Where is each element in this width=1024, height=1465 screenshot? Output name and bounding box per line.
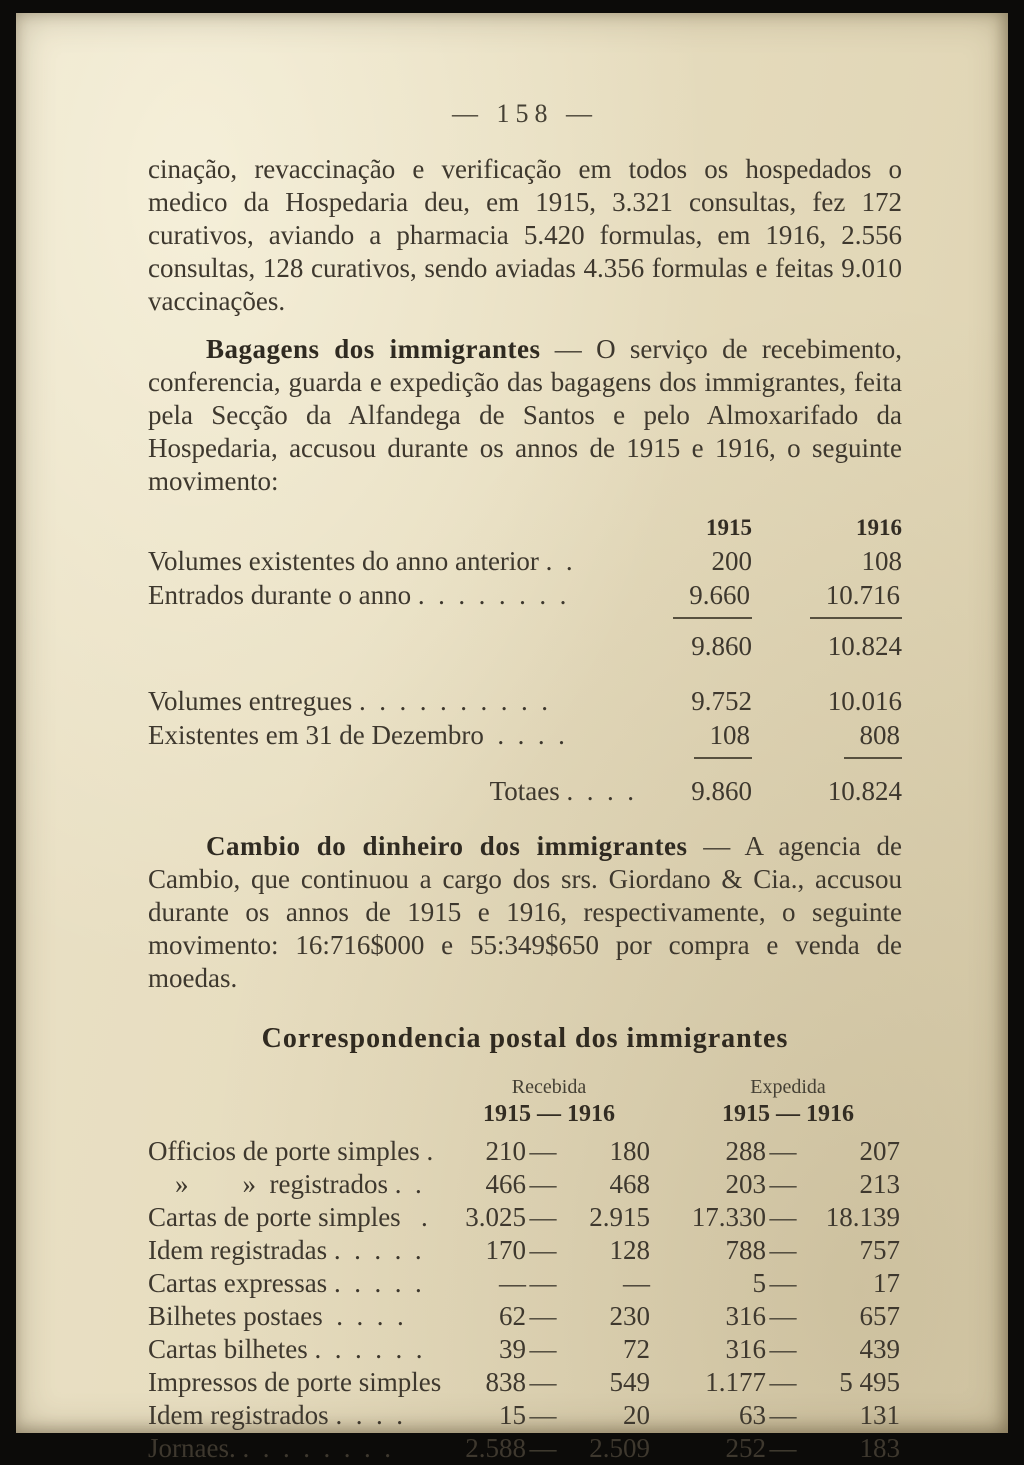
- dash-separator: —: [529, 1433, 557, 1463]
- row-label: Totaes . . . .: [489, 776, 634, 806]
- row-label: Impressos de porte simples: [148, 1367, 442, 1397]
- row-label: Idem registradas . . . . .: [148, 1235, 422, 1265]
- expedited-1915: 17.330: [691, 1202, 766, 1232]
- expedited-1916: 213: [859, 1169, 900, 1199]
- value-1916: 108: [861, 546, 902, 576]
- received-1916: 2.915: [589, 1202, 650, 1232]
- expedited-1916: 18.139: [825, 1202, 900, 1232]
- page-number: — 158 —: [452, 99, 598, 128]
- table-row: [148, 544, 902, 578]
- value-1915: 9.752: [691, 686, 752, 716]
- table-row: [148, 718, 902, 759]
- dash-separator: —: [529, 1169, 557, 1199]
- row-label: Volumes existentes do anno anterior . .: [148, 546, 573, 576]
- expedited-1916: 757: [859, 1235, 900, 1265]
- expedited-header: Expedida: [750, 1076, 826, 1098]
- baggage-table: [148, 514, 902, 808]
- table-row-subtotal: [148, 629, 902, 663]
- received-1915: 62: [499, 1301, 526, 1331]
- dash-separator: —: [769, 1334, 797, 1364]
- expedited-1916: 131: [859, 1400, 900, 1430]
- bagagens-section-body: — O serviço de recebimento, conferencia, guarda e expedição das bagagens dos immigrantes, feita pela Secção da Alfandega de Santos e pelo Almoxarifado da Hospedaria, accusou durante os annos de 1915 e 1916, o seguinte movimento:: [148, 334, 902, 496]
- row-label: Bilhetes postaes . . . .: [148, 1301, 404, 1331]
- dash-separator: —: [769, 1169, 797, 1199]
- dash-separator: —: [529, 1367, 557, 1397]
- value-1916: 10.716: [752, 578, 902, 619]
- received-1915: 15: [499, 1400, 526, 1430]
- received-1916: 2.509: [589, 1433, 650, 1463]
- received-1916: 128: [609, 1235, 650, 1265]
- row-label: Officios de porte simples .: [148, 1136, 434, 1166]
- row-label: Jornaes. . . . . . . . .: [148, 1433, 391, 1463]
- received-1916: 468: [609, 1169, 650, 1199]
- value-1916: 808: [752, 718, 902, 759]
- intro-paragraph: cinação, revaccinação e verificação em todos os hospedados o medico da Hospedaria deu, em 1915, 3.321 consultas, fez 172 curativos, aviando a pharmacia 5.420 formulas, em 1916, 2.556 consultas, 128 curativos, sendo aviadas 4.356 formulas e feitas 9.010 vaccinações.: [148, 154, 902, 316]
- expedited-1915: 288: [725, 1136, 766, 1166]
- correspondence-heading: Correspondencia postal dos immigrantes: [261, 1023, 789, 1054]
- row-label: » » registrados . .: [148, 1169, 422, 1199]
- table-row: [148, 1333, 902, 1366]
- expedited-1916: 183: [859, 1433, 900, 1463]
- dash-separator: —: [529, 1202, 557, 1232]
- correspondence-group-header: [148, 1075, 902, 1099]
- table-row: [148, 1267, 902, 1300]
- table-row: [148, 1234, 902, 1267]
- baggage-table-header: [148, 514, 902, 542]
- value-1915: 9.660: [640, 578, 752, 619]
- dash-separator: —: [769, 1400, 797, 1430]
- baggage-col-1916: 1916: [856, 515, 902, 540]
- value-1916: 10.016: [827, 686, 902, 716]
- received-1916: —: [623, 1268, 650, 1298]
- dash-separator: —: [529, 1334, 557, 1364]
- value-1916: 10.824: [827, 776, 902, 806]
- value-1915: 200: [711, 546, 752, 576]
- received-1915: 210: [485, 1136, 526, 1166]
- received-1915: 466: [485, 1169, 526, 1199]
- expedited-1915: 203: [725, 1169, 766, 1199]
- received-1916: 20: [623, 1400, 650, 1430]
- dash-separator: —: [769, 1202, 797, 1232]
- expedited-1915: 1.177: [705, 1367, 766, 1397]
- table-row: [148, 1201, 902, 1234]
- dash-separator: —: [529, 1268, 557, 1298]
- received-1916: 72: [623, 1334, 650, 1364]
- row-label: Cartas bilhetes . . . . . .: [148, 1334, 423, 1364]
- bagagens-paragraph: [148, 333, 902, 498]
- received-1915: 3.025: [465, 1202, 526, 1232]
- dash-separator: —: [529, 1301, 557, 1331]
- expedited-1916: 207: [859, 1136, 900, 1166]
- received-1915: 170: [485, 1235, 526, 1265]
- table-row: [148, 1300, 902, 1333]
- value-1916: 10.824: [827, 631, 902, 661]
- table-row: [148, 1366, 902, 1399]
- received-1915: 39: [499, 1334, 526, 1364]
- value-1915: 9.860: [691, 776, 752, 806]
- cambio-section-title: Cambio do dinheiro dos immigrantes: [206, 831, 688, 861]
- expedited-1915: 316: [725, 1334, 766, 1364]
- received-1915: 838: [485, 1367, 526, 1397]
- received-years: 1915 — 1916: [483, 1101, 615, 1127]
- dash-separator: —: [769, 1235, 797, 1265]
- expedited-1916: 5 495: [839, 1367, 900, 1397]
- expedited-1915: 788: [725, 1235, 766, 1265]
- table-row: [148, 684, 902, 718]
- table-row: [148, 578, 902, 619]
- value-1915: 9.860: [691, 631, 752, 661]
- received-1916: 549: [609, 1367, 650, 1397]
- value-1915: 108: [640, 718, 752, 759]
- table-row: [148, 1135, 902, 1168]
- dash-separator: —: [769, 1433, 797, 1463]
- received-header: Recebida: [511, 1076, 587, 1098]
- expedited-1915: 5: [752, 1268, 766, 1298]
- row-label: Entrados durante o anno . . . . . . . .: [148, 580, 567, 610]
- row-label: Cartas de porte simples .: [148, 1202, 428, 1232]
- row-label: Idem registrados . . . .: [148, 1400, 403, 1430]
- dash-separator: —: [769, 1301, 797, 1331]
- cambio-paragraph: [148, 830, 902, 995]
- dash-separator: —: [769, 1136, 797, 1166]
- expedited-1915: 252: [725, 1433, 766, 1463]
- dash-separator: —: [529, 1400, 557, 1430]
- received-1915: 2.588: [465, 1433, 526, 1463]
- baggage-col-1915: 1915: [706, 515, 752, 540]
- table-row: [148, 1432, 902, 1465]
- table-row-totals: [148, 774, 902, 808]
- correspondence-table: [148, 1075, 902, 1465]
- dash-separator: —: [769, 1367, 797, 1397]
- expedited-1916: 657: [859, 1301, 900, 1331]
- expedited-1916: 17: [873, 1268, 900, 1298]
- bagagens-section-title: Bagagens dos immigrantes: [206, 334, 541, 364]
- row-label: Volumes entregues . . . . . . . . . .: [148, 686, 548, 716]
- received-1915: —: [499, 1268, 526, 1298]
- dash-separator: —: [529, 1136, 557, 1166]
- expedited-1916: 439: [859, 1334, 900, 1364]
- received-1916: 180: [609, 1136, 650, 1166]
- table-row: [148, 1168, 902, 1201]
- expedited-1915: 63: [739, 1400, 766, 1430]
- row-label: Cartas expressas . . . . .: [148, 1268, 422, 1298]
- expedited-1915: 316: [725, 1301, 766, 1331]
- dash-separator: —: [529, 1235, 557, 1265]
- received-1916: 230: [609, 1301, 650, 1331]
- cambio-section-body: — A agencia de Cambio, que continuou a cargo dos srs. Giordano & Cia., accusou durante os annos de 1915 e 1916, respectivamente, o seguinte movimento: 16:716$000 e 55:349$650 por compra e venda de moedas.: [148, 831, 902, 993]
- row-label: Existentes em 31 de Dezembro . . . .: [148, 720, 565, 750]
- correspondence-years-header: [148, 1099, 902, 1129]
- expedited-years: 1915 — 1916: [722, 1101, 854, 1127]
- table-row: [148, 1399, 902, 1432]
- scanned-document-page: [16, 13, 1008, 1463]
- dash-separator: —: [769, 1268, 797, 1298]
